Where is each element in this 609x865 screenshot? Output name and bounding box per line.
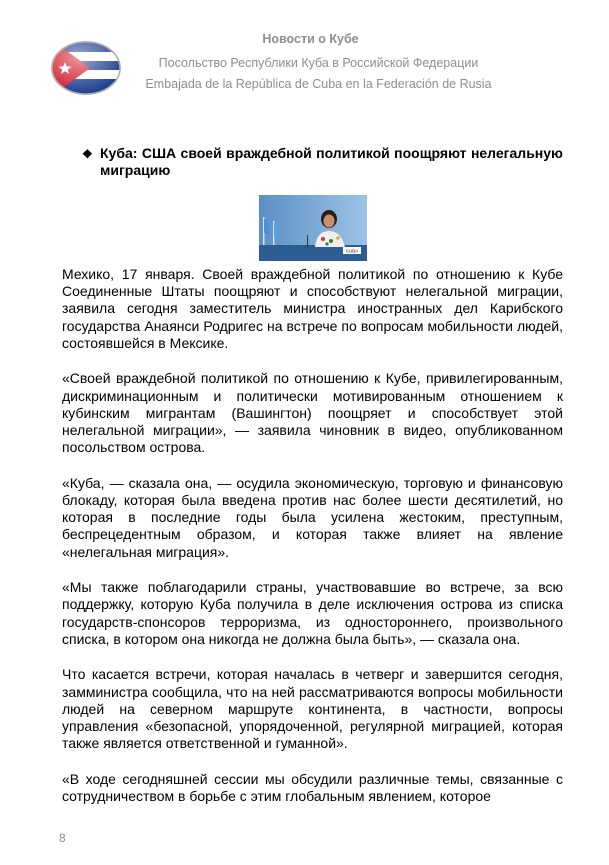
article-paragraph: Мехико, 17 января. Своей враждебной политикой по отношению к Кубе Соединенные Штаты поощряют и способствуют нелегальной миграции, заявила сегодня заместитель министра иностранных дел Карибского государства Анаянси Родригес на встрече по вопросам мобильности людей, состоявшейся в Мексике. — [62, 266, 563, 351]
article-paragraph: «Своей враждебной политикой по отношению к Кубе, привилегированным, дискриминационным и политически мотивированным отношением к кубинским мигрантам (Вашингтон) поощряет и способствует этой нелегальной миграции», — заявила чиновник в видео, опубликованном посольством острова. — [62, 370, 563, 456]
article-photo — [259, 195, 367, 261]
article-headline — [82, 145, 563, 179]
header-newsletter-title: Новости о Кубе — [262, 32, 359, 46]
article-paragraph: «В ходе сегодняшней сессии мы обсудили различные темы, связанные с сотрудничеством в борьбе с этим глобальным явлением, которое — [62, 770, 563, 805]
article-paragraph: «Куба, — сказала она, — осудила экономическую, торговую и финансовую блокаду, которая была введена против нас более шести десятилетий, но которая в последние годы была усилена жестоким, преступным, беспрецедентным образом, и которая также влияет на явление «нелегальная миграция». — [62, 474, 563, 560]
page-number: 8 — [59, 831, 66, 845]
header-embassy-spanish: Embajada de la República de Cuba en la Federación de Rusia — [145, 77, 492, 91]
header-embassy-russian: Посольство Республики Куба в Российской Федерации — [158, 56, 479, 70]
diamond-bullet-icon: ❖ — [82, 147, 93, 161]
article-paragraph: Что касается встречи, которая началась в четверг и завершится сегодня, замминистра сообщила, что на ней рассматриваются вопросы мобильности людей на северном маршруте континента, в частности, вопросы управления «безопасной, упорядоченной, регулярной миграцией, которая также является ответственной и гуманной». — [62, 666, 563, 752]
nameplate-text: CUBA — [345, 248, 359, 254]
article-paragraph: «Мы также поблагодарили страны, участвовавшие во встрече, за всю поддержку, которую Куба получила в деле исключения острова из списка государств-спонсоров терроризма, из одностороннего, произвольного списка, в котором она никогда не должна была быть», — сказала она. — [62, 579, 563, 647]
article-body — [62, 266, 563, 824]
headline-text: Куба: США своей враждебной политикой поощряют нелегальную миграцию — [100, 145, 563, 178]
